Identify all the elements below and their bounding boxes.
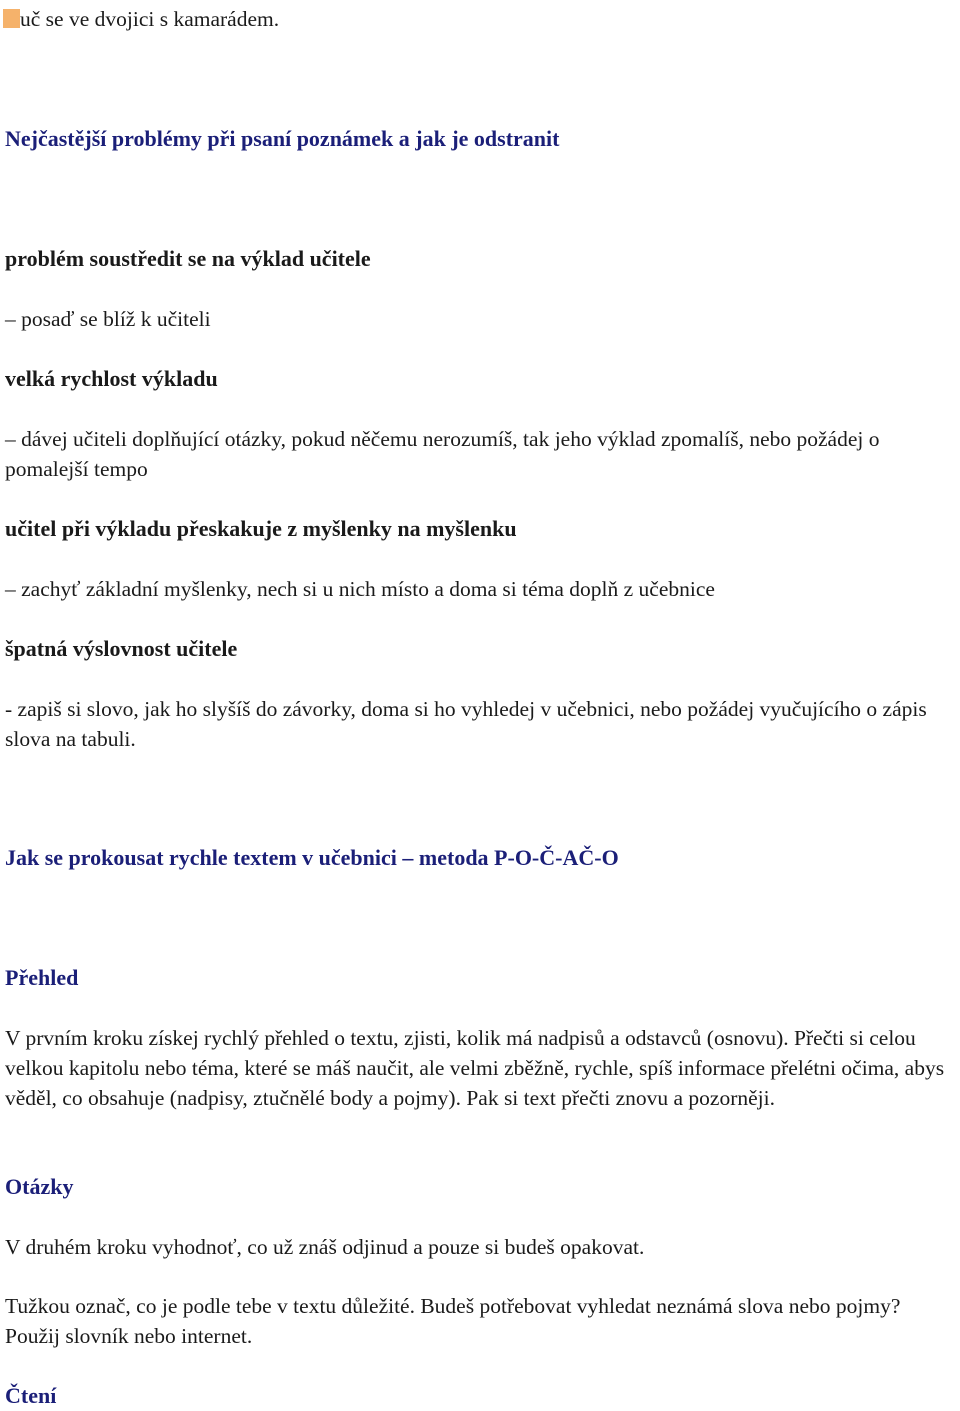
- step-text-otazky-1: V druhém kroku vyhodnoť, co už znáš odjinud a pouze si budeš opakovat.: [5, 1235, 645, 1259]
- step-text-prehled: V prvním kroku získej rychlý přehled o textu, zjisti, kolik má nadpisů a odstavců (osnovu). Přečti si celou velkou kapitolu nebo téma, které se máš naučit, ale velmi zběžně, rychle, spíš informace přelétni očima, abys věděl, co obsahuje (nadpisy, ztučnělé body a pojmy). Pak si text přečti znovu a pozorněji.: [5, 1026, 945, 1110]
- step-heading-cteni: Čtení: [5, 1383, 57, 1408]
- bullet-marker-icon: [3, 9, 20, 28]
- top-line-text: uč se ve dvojici s kamarádem.: [20, 7, 280, 31]
- problem-tip-4: - zapiš si slovo, jak ho slyšíš do závorky, doma si ho vyhledej v učebnici, nebo požádej vyučujícího o zápis slova na tabuli.: [5, 697, 927, 751]
- step-heading-otazky: Otázky: [5, 1174, 74, 1199]
- problem-tip-2: – dávej učiteli doplňující otázky, pokud něčemu nerozumíš, tak jeho výklad zpomalíš, nebo požádej o pomalejší tempo: [5, 427, 880, 481]
- step-heading-prehled: Přehled: [5, 965, 79, 990]
- problem-title-2: velká rychlost výkladu: [5, 366, 218, 391]
- problem-title-4: špatná výslovnost učitele: [5, 636, 238, 661]
- problem-title-3: učitel při výkladu přeskakuje z myšlenky na myšlenku: [5, 516, 517, 541]
- problem-tip-3: – zachyť základní myšlenky, nech si u nich místo a doma si téma doplň z učebnice: [5, 577, 715, 601]
- step-text-otazky-2: Tužkou označ, co je podle tebe v textu důležité. Budeš potřebovat vyhledat neznámá slova nebo pojmy? Použij slovník nebo internet.: [5, 1294, 901, 1348]
- top-line: [5, 4, 960, 34]
- problem-tip-1: – posaď se blíž k učiteli: [5, 307, 211, 331]
- heading-problems: Nejčastější problémy při psaní poznámek a jak je odstranit: [5, 126, 560, 151]
- problem-title-1: problém soustředit se na výklad učitele: [5, 246, 371, 271]
- heading-method: Jak se prokousat rychle textem v učebnici – metoda P-O-Č-AČ-O: [5, 845, 619, 870]
